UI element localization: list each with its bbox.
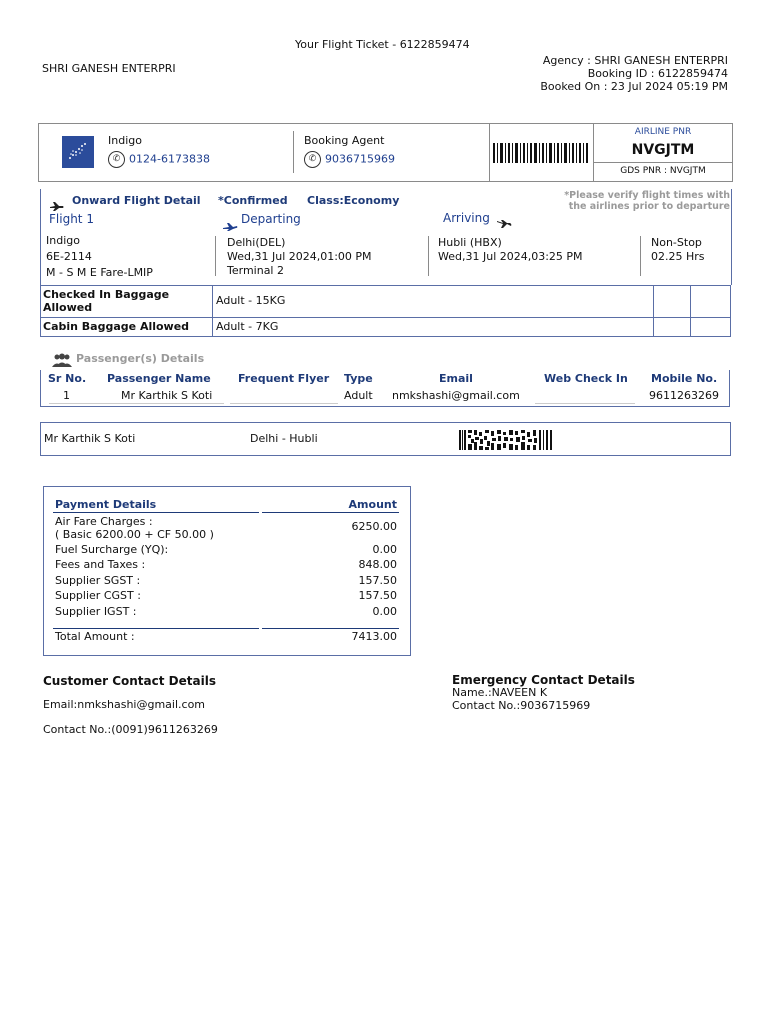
igst-amount: 0.00 [372,605,397,618]
row-type: Adult [344,389,373,402]
agency: Agency : SHRI GANESH ENTERPRI [542,54,728,67]
arrival-info [438,236,583,264]
agent-phone-number: 9036715969 [325,152,395,166]
fare-type: M - S M E Fare-LMIP [46,266,153,279]
arriving-airplane-icon [497,215,512,234]
cabin-baggage-value: Adult - 7KG [216,320,279,333]
col-web-check-in: Web Check In [544,372,628,385]
total-amount-value: 7413.00 [351,630,397,643]
stops: Non-Stop [651,236,702,249]
departure-time: Wed,31 Jul 2024,01:00 PM [227,250,372,263]
row-mobile: 9611263269 [649,389,719,402]
boarding-route: Delhi - Hubli [250,432,318,445]
emergency-contact-title: Emergency Contact Details [452,673,635,687]
col-frequent-flyer: Frequent Flyer [238,372,330,385]
boarding-strip [40,422,731,456]
boarding-barcode [459,430,553,450]
flight-class: Class:Economy [307,194,400,207]
checked-baggage-value: Adult - 15KG [216,294,286,307]
phone-icon: ✆ [108,151,125,168]
arrival-city: Hubli (HBX) [438,236,502,249]
airline-pnr-value: NVGJTM [631,142,695,158]
igst-label: Supplier IGST : [55,605,137,618]
departing-label: Departing [241,212,301,226]
carrier-name: Indigo [46,234,80,247]
fees-taxes-label: Fees and Taxes : [55,558,146,571]
emergency-name: Name.:NAVEEN K [452,686,548,699]
passengers-title: Passenger(s) Details [76,352,205,365]
verify-note: *Please verify flight times with the airlines prior to departure [564,190,730,212]
flight-number-label: Flight 1 [49,212,94,226]
gds-pnr: GDS PNR : NVGJTM [620,166,706,176]
air-fare-label [55,515,214,541]
cgst-label: Supplier CGST : [55,589,141,602]
fees-taxes-amount: 848.00 [358,558,397,571]
booked-on: Booked On : 23 Jul 2024 05:19 PM [540,80,728,93]
airline-phone-number: 0124-6173838 [129,152,210,166]
col-passenger-name: Passenger Name [107,372,211,385]
sgst-amount: 157.50 [358,574,397,587]
row-name: Mr Karthik S Koti [121,389,213,402]
agent-phone [304,151,395,168]
sgst-label: Supplier SGST : [55,574,141,587]
booking-id: Booking ID : 6122859474 [587,67,728,80]
company-name: SHRI GANESH ENTERPRI [42,62,176,75]
payment-details-title: Payment Details [55,498,157,511]
air-fare-amount: 6250.00 [351,520,397,533]
col-mobile-no: Mobile No. [651,372,718,385]
indigo-logo-icon [62,136,94,168]
flight-carrier-info [46,233,153,281]
flight-code: 6E-2114 [46,250,92,263]
pnr-barcode [493,143,589,163]
departing-airplane-icon [223,216,238,235]
col-email: Email [439,372,473,385]
stops-info [651,236,705,264]
col-sr-no: Sr No. [48,372,87,385]
customer-phone: Contact No.:(0091)9611263269 [43,723,218,736]
cgst-amount: 157.50 [358,589,397,602]
row-sr: 1 [63,389,70,402]
departure-terminal: Terminal 2 [227,264,284,277]
col-type: Type [344,372,373,385]
customer-contact-title: Customer Contact Details [43,674,216,688]
cabin-baggage-label: Cabin Baggage Allowed [43,320,190,333]
customer-email: Email:nmkshashi@gmail.com [43,698,206,711]
air-fare-charges: Air Fare Charges : [55,515,153,528]
airline-pnr-label: AIRLINE PNR [634,127,692,137]
people-icon [52,352,72,371]
duration: 02.25 Hrs [651,250,705,263]
emergency-phone: Contact No.:9036715969 [452,699,591,712]
airline-phone [108,151,210,168]
row-email: nmkshashi@gmail.com [392,389,520,402]
ticket-title: Your Flight Ticket - 6122859474 [295,38,470,51]
air-fare-breakdown: ( Basic 6200.00 + CF 50.00 ) [55,528,214,541]
departure-info [227,236,372,278]
booking-info [540,54,728,93]
arriving-label: Arriving [443,211,490,225]
flight-status: *Confirmed [218,194,288,207]
total-amount-label: Total Amount : [55,630,135,643]
amount-header: Amount [348,498,397,511]
departure-city: Delhi(DEL) [227,236,286,249]
phone-icon: ✆ [304,151,321,168]
fuel-surcharge-amount: 0.00 [372,543,397,556]
airline-name: Indigo [108,134,142,147]
booking-agent-label: Booking Agent [304,134,385,147]
boarding-passenger-name: Mr Karthik S Koti [44,432,136,445]
onward-flight-title: Onward Flight Detail [72,194,201,207]
fuel-surcharge-label: Fuel Surcharge (YQ): [55,543,169,556]
arrival-time: Wed,31 Jul 2024,03:25 PM [438,250,583,263]
checked-baggage-label: Checked In Baggage Allowed [43,288,170,314]
